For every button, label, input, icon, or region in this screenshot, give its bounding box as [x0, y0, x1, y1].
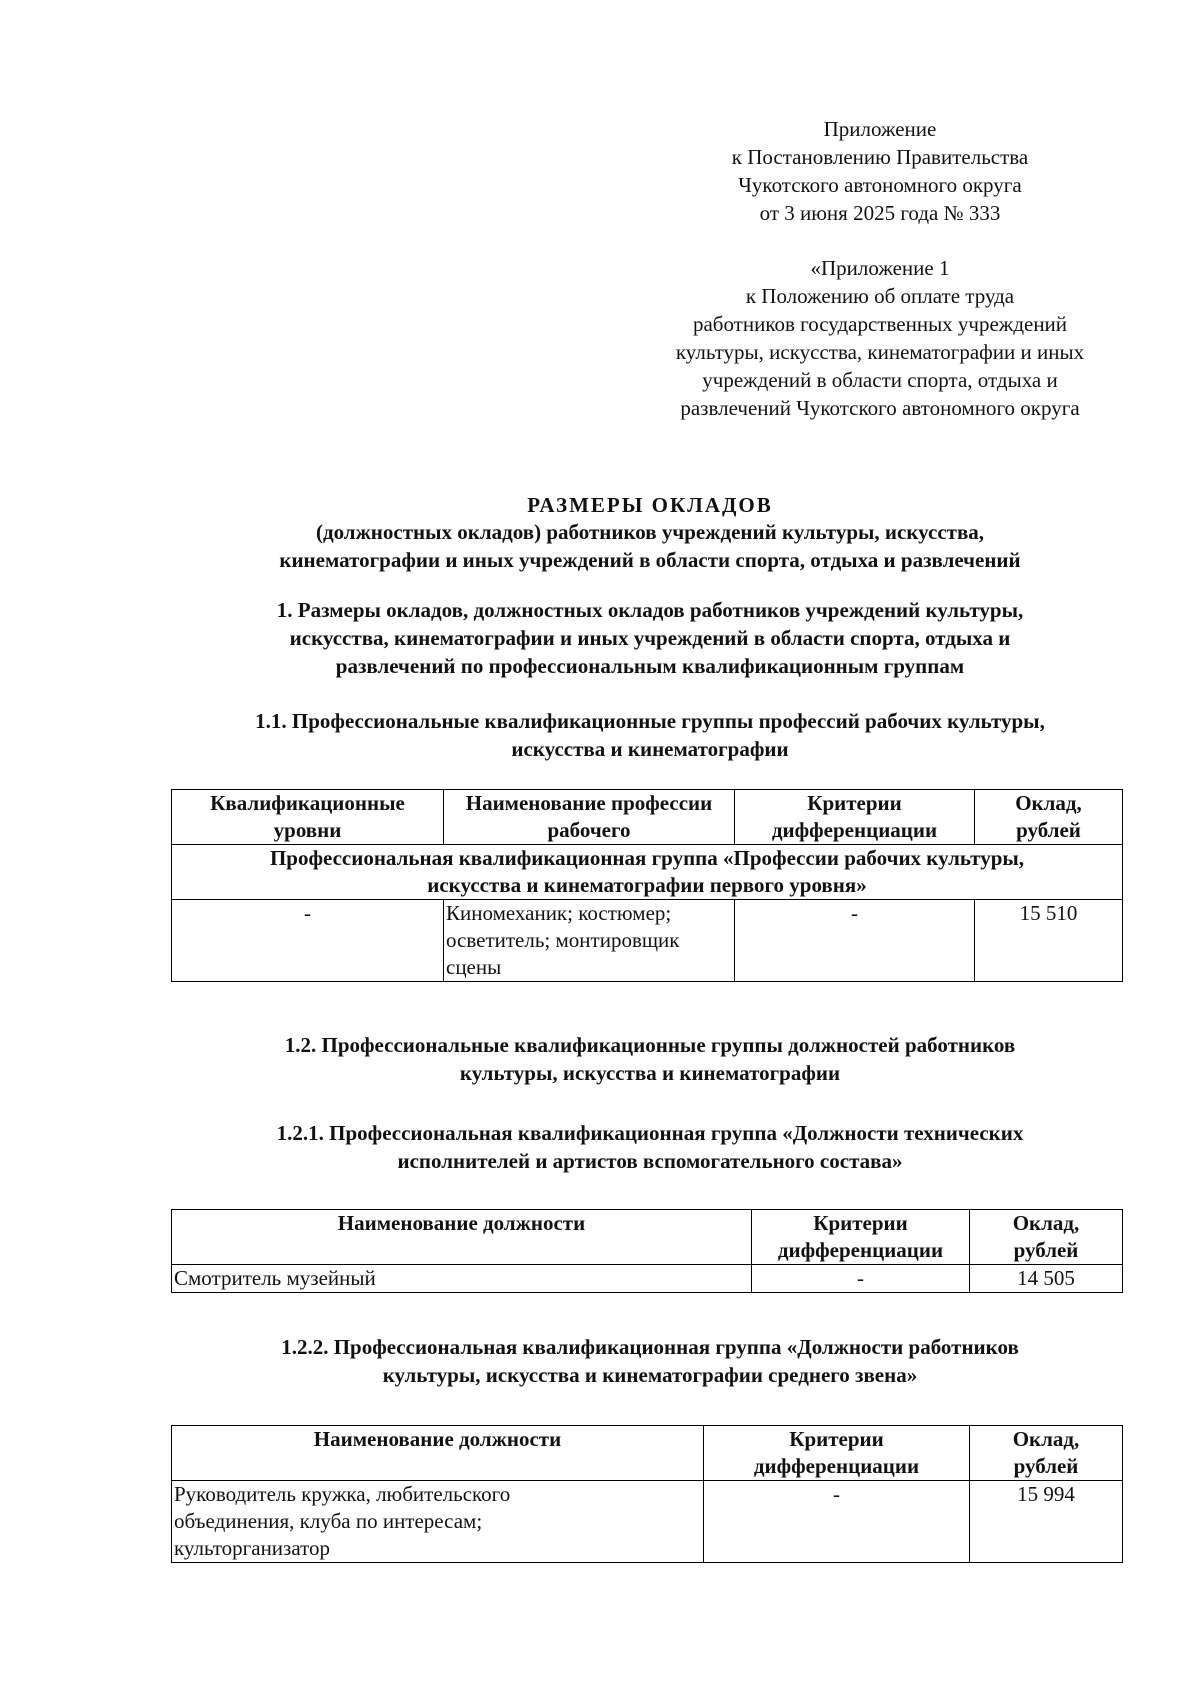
header-line: Наименование должности — [337, 1211, 586, 1235]
header-line: Оклад, — [1012, 1427, 1080, 1451]
header-position-name — [172, 1210, 752, 1265]
appendix-header-line: Чукотского автономного округа — [738, 173, 1022, 197]
section-1-2-line: культуры, искусства и кинематографии — [459, 1061, 841, 1085]
section-1-1-heading — [160, 707, 1140, 763]
header-line: Критерии — [807, 791, 902, 815]
table-header-row — [172, 1426, 1123, 1481]
header-line: Квалификационные — [210, 791, 405, 815]
header-line: рублей — [1013, 1238, 1079, 1262]
cell-salary: 14 505 — [970, 1265, 1123, 1293]
appendix-1-line: «Приложение 1 — [810, 256, 950, 280]
header-line: дифференциации — [771, 818, 938, 842]
header-line: Оклад, — [1015, 791, 1082, 815]
section-1-1-line: искусства и кинематографии — [511, 737, 789, 761]
cell-criteria: - — [735, 900, 975, 982]
header-line: Критерии — [813, 1211, 908, 1235]
header-line: дифференциации — [777, 1238, 944, 1262]
appendix-1-line: к Положению об оплате труда — [745, 284, 1015, 308]
table-header-row — [172, 790, 1123, 845]
section-1-2-heading — [160, 1031, 1140, 1087]
table-1-1 — [171, 789, 1123, 982]
group-line: Профессиональная квалификационная группа «Профессии рабочих культуры, — [269, 846, 1025, 870]
qualification-group-title — [172, 845, 1123, 900]
table-1-2-2 — [171, 1425, 1123, 1563]
header-line: рабочего — [547, 818, 631, 842]
section-1-2-2-line: культуры, искусства и кинематографии среднего звена» — [382, 1363, 918, 1387]
cell-profession — [444, 900, 735, 982]
section-1-2-2-line: 1.2.2. Профессиональная квалификационная группа «Должности работников — [281, 1335, 1019, 1359]
table-1-2-1 — [171, 1209, 1123, 1293]
cell-line: Руководитель кружка, любительского — [174, 1482, 511, 1506]
document-subtitle-line: (должностных окладов) работников учреждений культуры, искусства, — [315, 520, 985, 544]
section-1-heading — [160, 596, 1140, 680]
cell-line: осветитель; монтировщик — [446, 928, 680, 952]
section-1-2-line: 1.2. Профессиональные квалификационные группы должностей работников — [284, 1033, 1016, 1057]
cell-position — [172, 1265, 752, 1293]
header-line: рублей — [1013, 1454, 1079, 1478]
header-line: уровни — [273, 818, 342, 842]
table-row — [172, 1481, 1123, 1563]
appendix-1-line: работников государственных учреждений — [692, 312, 1068, 336]
section-1-line: искусства, кинематографии и иных учреждений в области спорта, отдыха и — [289, 626, 1011, 650]
section-1-2-1-line: 1.2.1. Профессиональная квалификационная группа «Должности технических — [276, 1121, 1024, 1145]
appendix-header — [660, 115, 1100, 227]
header-salary — [975, 790, 1123, 845]
table-row — [172, 1265, 1123, 1293]
cell-line: сцены — [446, 955, 502, 979]
section-1-2-2-heading — [160, 1333, 1140, 1389]
table-row — [172, 900, 1123, 982]
cell-level: - — [172, 900, 444, 982]
document-subtitle — [160, 518, 1140, 574]
cell-salary: 15 994 — [970, 1481, 1123, 1563]
cell-line: Киномеханик; костюмер; — [446, 901, 672, 925]
header-criteria — [704, 1426, 970, 1481]
section-1-2-1-line: исполнителей и артистов вспомогательного состава» — [397, 1149, 903, 1173]
section-1-line: 1. Размеры окладов, должностных окладов работников учреждений культуры, — [276, 598, 1024, 622]
cell-line: культорганизатор — [174, 1536, 331, 1560]
section-1-2-1-heading — [160, 1119, 1140, 1175]
header-line: дифференциации — [753, 1454, 920, 1478]
section-1-line: развлечений по профессиональным квалификационным группам — [335, 654, 965, 678]
appendix-header-line: к Постановлению Правительства — [731, 145, 1029, 169]
header-criteria — [735, 790, 975, 845]
header-position-name — [172, 1426, 704, 1481]
header-salary — [970, 1426, 1123, 1481]
header-line: Оклад, — [1012, 1211, 1080, 1235]
header-line: Наименование профессии — [465, 791, 713, 815]
header-line: рублей — [1016, 818, 1081, 842]
document-title-text: РАЗМЕРЫ ОКЛАДОВ — [527, 493, 773, 517]
section-1-1-line: 1.1. Профессиональные квалификационные группы профессий рабочих культуры, — [255, 709, 1045, 733]
cell-line: объединения, клуба по интересам; — [174, 1509, 483, 1533]
cell-salary: 15 510 — [975, 900, 1123, 982]
header-criteria — [752, 1210, 970, 1265]
document-subtitle-line: кинематографии и иных учреждений в области спорта, отдыха и развлечений — [279, 548, 1021, 572]
appendix-1-header — [620, 254, 1140, 422]
header-line: Наименование должности — [313, 1427, 562, 1451]
cell-line: Смотритель музейный — [174, 1266, 376, 1290]
cell-position — [172, 1481, 704, 1563]
document-title — [160, 491, 1140, 519]
header-salary — [970, 1210, 1123, 1265]
cell-criteria: - — [704, 1481, 970, 1563]
header-line: Критерии — [789, 1427, 884, 1451]
appendix-header-line: от 3 июня 2025 года № 333 — [759, 201, 1001, 225]
appendix-1-line: учреждений в области спорта, отдыха и — [702, 368, 1058, 392]
table-group-row — [172, 845, 1123, 900]
table-header-row — [172, 1210, 1123, 1265]
appendix-header-line: Приложение — [823, 117, 937, 141]
header-qualification-levels — [172, 790, 444, 845]
header-profession-name — [444, 790, 735, 845]
group-line: искусства и кинематографии первого уровня» — [427, 873, 867, 897]
cell-criteria: - — [752, 1265, 970, 1293]
appendix-1-line: развлечений Чукотского автономного округа — [680, 396, 1080, 420]
appendix-1-line: культуры, искусства, кинематографии и иных — [675, 340, 1085, 364]
